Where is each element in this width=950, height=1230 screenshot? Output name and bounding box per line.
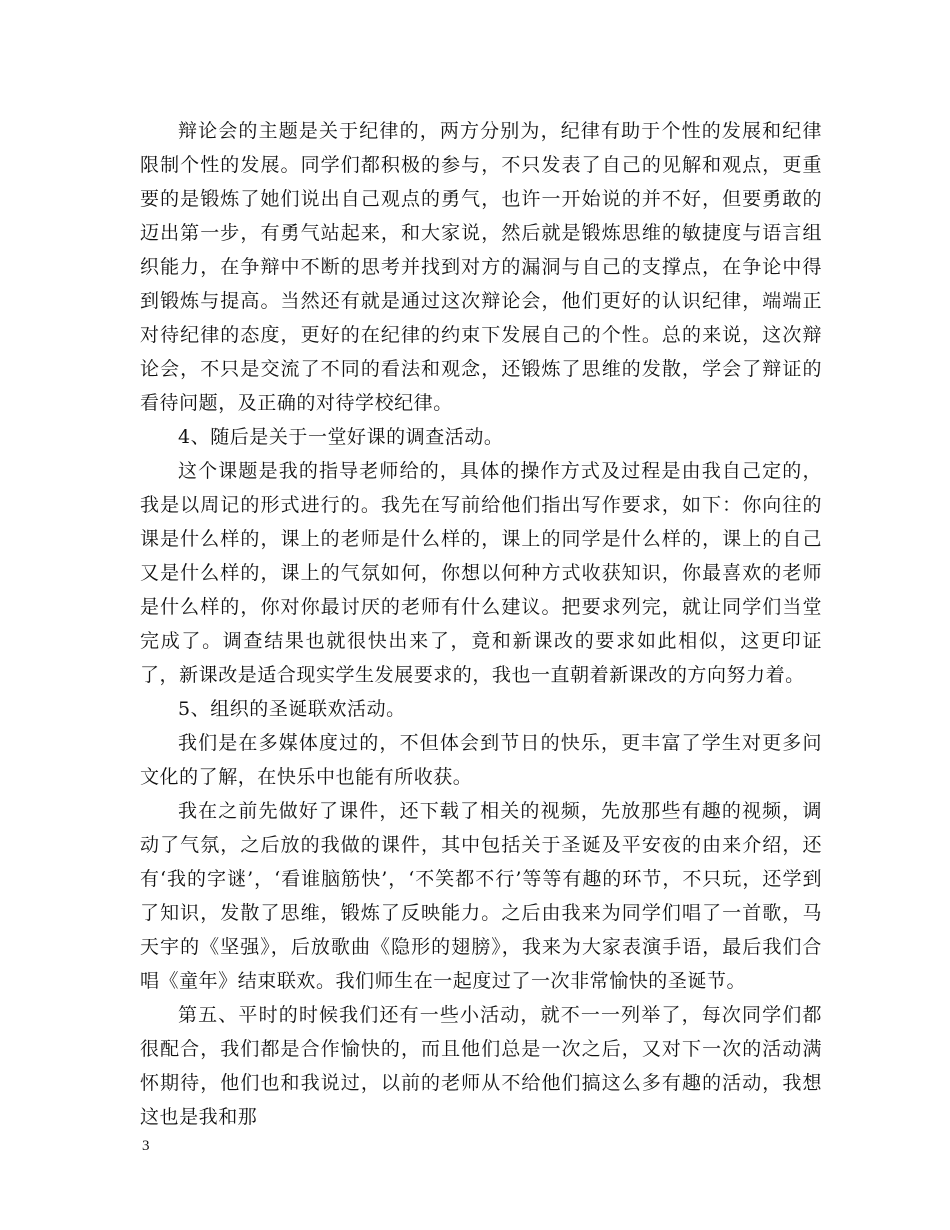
page-number: 3 — [142, 1138, 150, 1154]
paragraph-heading-good-class-survey: 4、随后是关于一堂好课的调查活动。 — [178, 426, 504, 448]
paragraph-christmas-multimedia: 我们是在多媒体度过的，不但体会到节日的快乐，更丰富了学生对更多问文化的了解，在快乐中也能有所收获。 — [140, 732, 822, 788]
paragraph-good-class-survey: 这个课题是我的指导老师给的，具体的操作方式及过程是由我自己定的，我是以周记的形式进行的。我先在写前给他们指出写作要求，如下：你向往的课是什么样的，课上的老师是什么样的，课上的同学是什么样的，课上的自己又是什么样的，课上的气氛如何，你想以何种方式收获知识，你最喜欢的老师是什么样的，你对你最讨厌的老师有什么建议。把要求列完，就让同学们当堂完成了。调查结果也就很快出来了，竟和新课改的要求如此相似，这更印证了，新课改是适合现实学生发展要求的，我也一直朝着新课改的方向努力着。 — [140, 460, 822, 686]
document-body — [140, 114, 822, 1134]
paragraph-debate-summary: 辩论会的主题是关于纪律的，两方分别为，纪律有助于个性的发展和纪律限制个性的发展。同学们都积极的参与，不只发表了自己的见解和观点，更重要的是锻炼了她们说出自己观点的勇气，也许一开始说的并不好，但要勇敢的迈出第一步，有勇气站起来，和大家说，然后就是锻炼思维的敏捷度与语言组织能力，在争辩中不断的思考并找到对方的漏洞与自己的支撑点，在争论中得到锻炼与提高。当然还有就是通过这次辩论会，他们更好的认识纪律，端端正对待纪律的态度，更好的在纪律的约束下发展自己的个性。总的来说，这次辩论会，不只是交流了不同的看法和观念，还锻炼了思维的发散，学会了辩证的看待问题，及正确的对待学校纪律。 — [140, 120, 822, 414]
paragraph-small-activities: 第五、平时的时候我们还有一些小活动，就不一一列举了，每次同学们都很配合，我们都是合作愉快的，而且他们总是一次之后，又对下一次的活动满怀期待，他们也和我说过，以前的老师从不给他们搞这么多有趣的活动，我想这也是我和那 — [140, 1004, 822, 1128]
paragraph-christmas-activities: 我在之前先做好了课件，还下载了相关的视频，先放那些有趣的视频，调动了气氛，之后放的我做的课件，其中包括关于圣诞及平安夜的由来介绍，还有‘我的字谜’，‘看谁脑筋快’，‘不笑都不行’等等有趣的环节，不只玩，还学到了知识，发散了思维，锻炼了反映能力。之后由我来为同学们唱了一首歌，马天宇的《坚强》，后放歌曲《隐形的翅膀》，我来为大家表演手语，最后我们合唱《童年》结束联欢。我们师生在一起度过了一次非常愉快的圣诞节。 — [140, 800, 822, 992]
paragraph-heading-christmas-party: 5、组织的圣诞联欢活动。 — [178, 698, 406, 720]
